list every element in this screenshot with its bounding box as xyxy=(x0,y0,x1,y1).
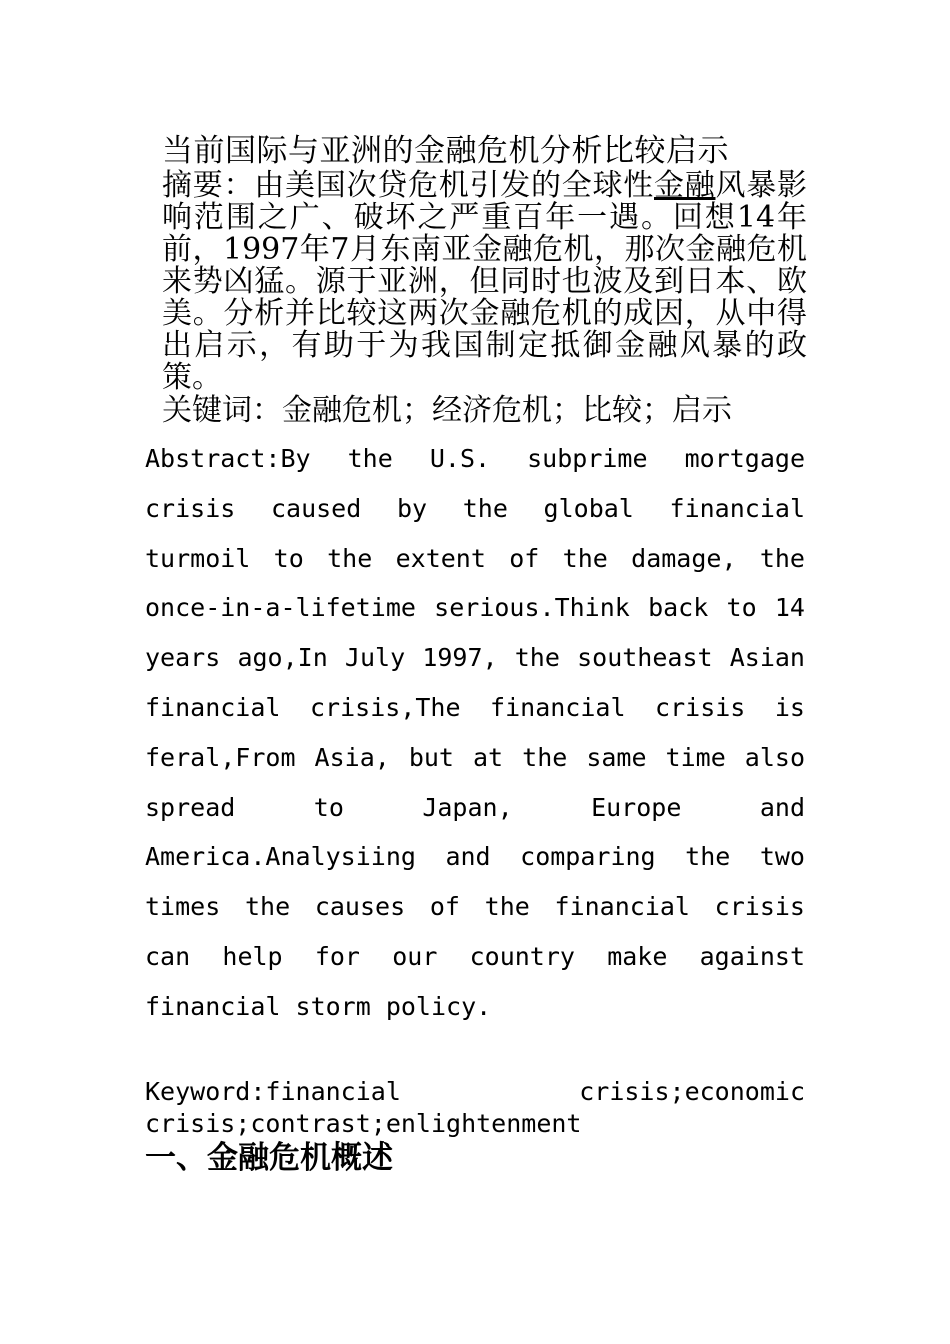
section-heading: 一、金融危机概述 xyxy=(145,1140,393,1176)
chinese-abstract-label: 摘要： xyxy=(162,168,255,203)
document-title: 当前国际与亚洲的金融危机分析比较启示 xyxy=(162,133,729,169)
finance-link[interactable]: 金融 xyxy=(654,168,716,203)
english-keywords: Keyword:financial crisis;economic crisis;contrast;enlightenment xyxy=(145,1077,805,1138)
chinese-keywords: 关键词：金融危机；经济危机；比较；启示 xyxy=(162,393,732,428)
chinese-abstract-text-start: 由美国次贷危机引发的全球性 xyxy=(254,168,654,203)
chinese-abstract xyxy=(162,170,807,394)
chinese-abstract-text-end: 风暴影响范围之广、破坏之严重百年一遇。回想14年前，1997年7月东南亚金融危机，那次金融危机来势凶猛。源于亚洲，但同时也波及到日本、欧美。分析并比较这两次金融危机的成因，从中得出启示，有助于为我国制定抵御金融风暴的政策。 xyxy=(162,168,807,395)
english-abstract: Abstract:By the U.S. subprime mortgage crisis caused by the global financial turmoil to the extent of the damage, the once-in-a-lifetime serious.Think back to 14 years ago,In July 1997, the southeast Asian financial crisis,The financial crisis is feral,From Asia, but at the same time also spread to Japan, Europe and America.Analysiing and comparing the two times the causes of the financial crisis can help for our country make against financial storm policy. xyxy=(145,444,805,1021)
